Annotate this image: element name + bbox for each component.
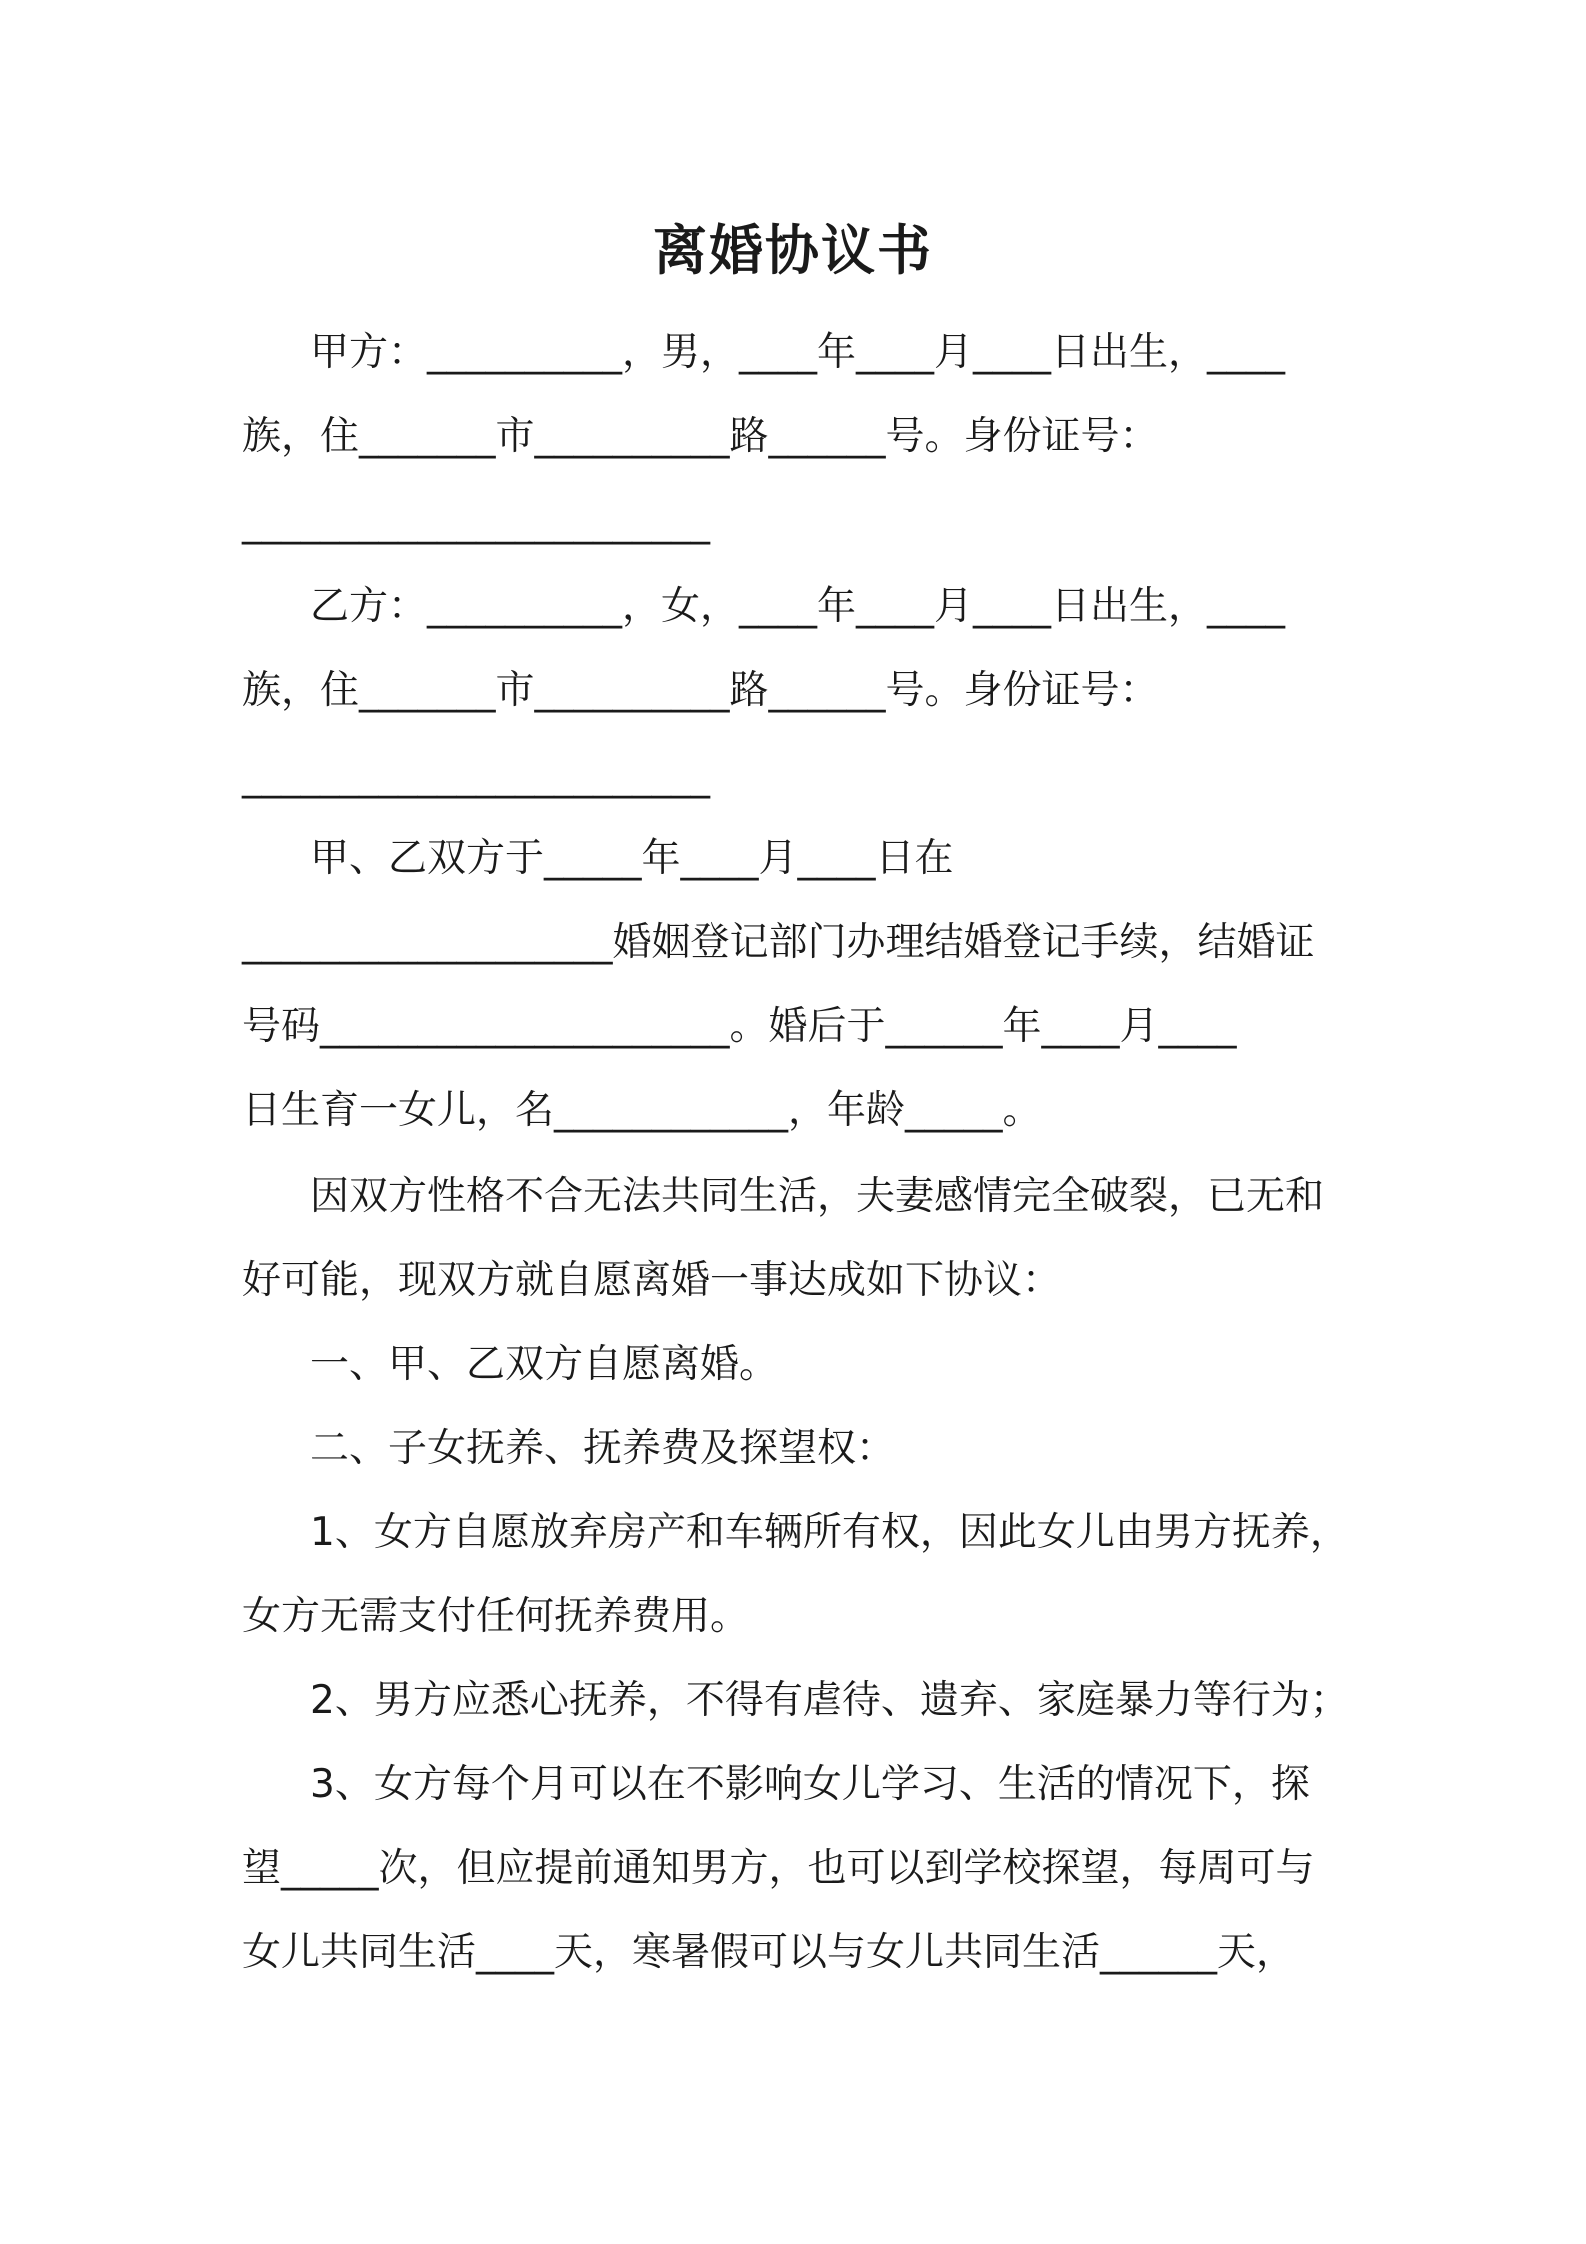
clause-1: 一、甲、乙双方自愿离婚。 <box>310 1342 779 1387</box>
party-b-line-1: 乙方：__________，女，____年____月____日出生，____ <box>310 584 1286 629</box>
marriage-line-3: 号码_____________________。婚后于______年____月____ <box>242 1004 1237 1049</box>
clause-2-item-3-line-2: 望_____次，但应提前通知男方，也可以到学校探望，每周可与 <box>242 1846 1315 1891</box>
party-a-id-blank: ________________________ <box>242 500 710 545</box>
clause-2-item-3-line-3: 女儿共同生活____天，寒暑假可以与女儿共同生活______天， <box>242 1930 1296 1975</box>
party-b-line-2: 族，住_______市__________路______号。身份证号： <box>242 668 1159 713</box>
clause-2-item-1-line-2: 女方无需支付任何抚养费用。 <box>242 1594 750 1639</box>
reason-line-1: 因双方性格不合无法共同生活，夫妻感情完全破裂，已无和 <box>310 1174 1325 1219</box>
clause-2-item-2: 2、男方应悉心抚养，不得有虐待、遗弃、家庭暴力等行为； <box>310 1678 1349 1723</box>
marriage-line-2: ___________________婚姻登记部门办理结婚登记手续，结婚证 <box>242 920 1315 965</box>
clause-2-heading: 二、子女抚养、抚养费及探望权： <box>310 1426 896 1471</box>
clause-2-item-1-line-1: 1、女方自愿放弃房产和车辆所有权，因此女儿由男方抚养， <box>310 1510 1349 1555</box>
clause-2-item-3-line-1: 3、女方每个月可以在不影响女儿学习、生活的情况下，探 <box>310 1762 1310 1807</box>
party-a-line-2: 族，住_______市__________路______号。身份证号： <box>242 414 1159 459</box>
party-b-id-blank: ________________________ <box>242 754 710 799</box>
marriage-line-4: 日生育一女儿，名____________，年龄_____。 <box>242 1088 1042 1133</box>
document-title: 离婚协议书 <box>653 219 933 282</box>
party-a-line-1: 甲方：__________，男，____年____月____日出生，____ <box>310 330 1286 375</box>
reason-line-2: 好可能，现双方就自愿离婚一事达成如下协议： <box>242 1258 1062 1303</box>
marriage-line-1: 甲、乙双方于_____年____月____日在 <box>310 836 954 881</box>
